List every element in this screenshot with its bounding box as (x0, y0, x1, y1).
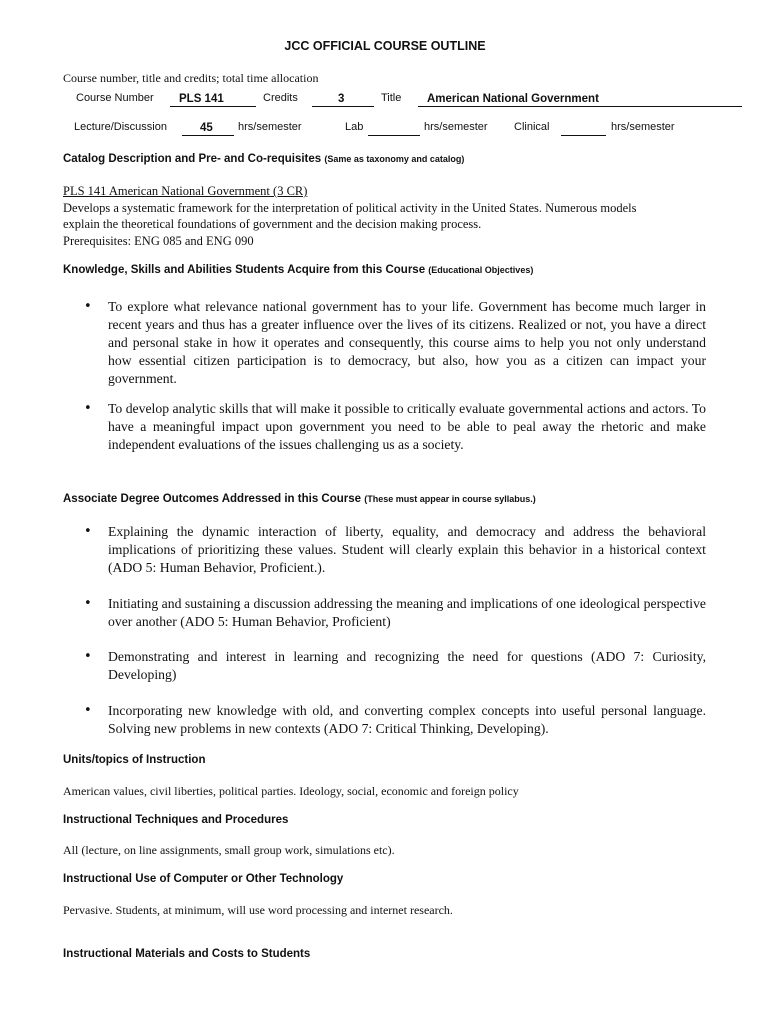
title-value: American National Government (427, 93, 599, 105)
credits-field-line (312, 106, 374, 107)
ksa-heading-note: (Educational Objectives) (428, 265, 534, 275)
course-number-field-line (170, 106, 256, 107)
list-item: Demonstrating and interest in learning and recognizing the need for questions (ADO 7: Curiosity, Developing) (108, 649, 706, 682)
catalog-prerequisites: Prerequisites: ENG 085 and ENG 090 (63, 233, 254, 248)
list-item: To explore what relevance national government has to your life. Government has become much larger in recent years and thus has a greater influence over the lives of its citizens. Realized or not, you have a direct and personal stake in how it operates and consequently, this course aims to help you not only understand how essential citizen participation is to democracy, but also, how you as a citizen can impact your government. (108, 299, 706, 386)
bullet-icon: • (84, 649, 92, 664)
units-text: American values, civil liberties, political parties. Ideology, social, economic and foreign policy (63, 784, 519, 798)
intro-line: Course number, title and credits; total time allocation (63, 71, 319, 85)
lecture-label: Lecture/Discussion (74, 121, 167, 133)
hrs-semester-label: hrs/semester (238, 121, 302, 133)
catalog-description-line: Develops a systematic framework for the interpretation of political activity in the United States. Numerous models (63, 200, 637, 215)
ksa-heading-text: Knowledge, Skills and Abilities Students Acquire from this Course (63, 264, 426, 276)
technology-heading: Instructional Use of Computer or Other Technology (63, 873, 344, 885)
catalog-heading-note: (Same as taxonomy and catalog) (324, 154, 465, 164)
clinical-label: Clinical (514, 121, 550, 133)
catalog-description-line: explain the theoretical foundations of government and the decision making process. (63, 217, 482, 231)
hrs-semester-label: hrs/semester (611, 121, 675, 133)
list-item: Explaining the dynamic interaction of liberty, equality, and democracy and address the behavioral implications of prioritizing these values. Student will clearly explain this behavior in a historical context (ADO 5: Human Behavior, Proficient.). (108, 524, 706, 575)
course-number-value: PLS 141 (179, 93, 224, 105)
clinical-field-line (561, 135, 606, 136)
catalog-description (63, 183, 713, 249)
list-item: To develop analytic skills that will make it possible to critically evaluate governmental actions and actors. To have a meaningful impact upon government you need to be able to peal away the rhetoric and make independent evaluations of the issues challenging us as a society. (108, 401, 706, 452)
materials-heading: Instructional Materials and Costs to Students (63, 948, 311, 960)
credits-value: 3 (338, 93, 345, 105)
page-title: JCC OFFICIAL COURSE OUTLINE (284, 39, 486, 53)
credits-label: Credits (263, 92, 298, 104)
lab-field-line (368, 135, 420, 136)
bullet-icon: • (84, 401, 92, 416)
bullet-icon: • (84, 596, 92, 611)
course-number-label: Course Number (76, 92, 154, 104)
bullet-icon: • (84, 299, 92, 314)
list-item: Incorporating new knowledge with old, and converting complex concepts into useful personal language. Solving new problems in new contexts (ADO 7: Critical Thinking, Developing). (108, 703, 706, 736)
catalog-heading-text: Catalog Description and Pre- and Co-requisites (63, 153, 322, 165)
title-label: Title (381, 92, 402, 104)
ksa-heading (63, 264, 533, 276)
bullet-icon: • (84, 703, 92, 718)
ado-heading (63, 493, 536, 505)
units-heading: Units/topics of Instruction (63, 754, 206, 766)
techniques-heading: Instructional Techniques and Procedures (63, 814, 289, 826)
list-item: Initiating and sustaining a discussion addressing the meaning and implications of one ideological perspective over another (ADO 5: Human Behavior, Proficient) (108, 596, 706, 629)
technology-text: Pervasive. Students, at minimum, will use word processing and internet research. (63, 903, 453, 917)
hrs-semester-label: hrs/semester (424, 121, 488, 133)
ado-heading-note: (These must appear in course syllabus.) (364, 494, 536, 504)
lab-label: Lab (345, 121, 364, 133)
catalog-course-line: PLS 141 American National Government (3 CR) (63, 184, 308, 198)
title-field-line (418, 106, 742, 107)
ado-heading-text: Associate Degree Outcomes Addressed in this Course (63, 493, 362, 505)
lecture-hours-value: 45 (200, 122, 213, 134)
catalog-heading (63, 153, 464, 165)
techniques-text: All (lecture, on line assignments, small group work, simulations etc). (63, 843, 395, 857)
lecture-field-line (182, 135, 234, 136)
bullet-icon: • (84, 524, 92, 539)
